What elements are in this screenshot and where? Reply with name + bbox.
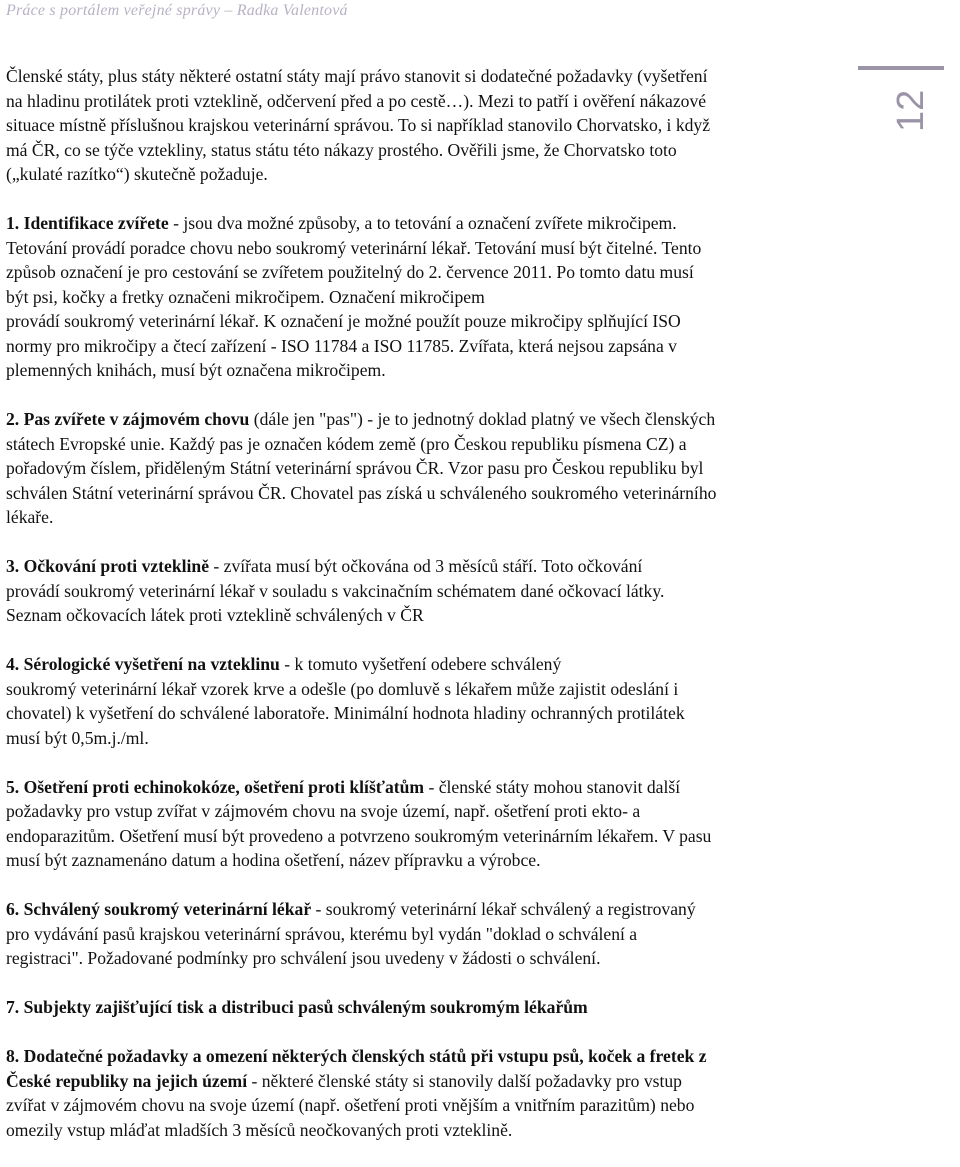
section-text-line: chovatel) k vyšetření do schválené laboratoře. Minimální hodnota hladiny ochranných protilátek <box>6 703 685 723</box>
section-number: 7. <box>6 997 20 1017</box>
section-text-line: provádí soukromý veterinární lékař. K označení je možné použít pouze mikročipy splňující ISO <box>6 311 681 331</box>
section-number: 2. <box>6 409 20 429</box>
intro-line: Členské státy, plus státy některé ostatní státy mají právo stanovit si dodatečné požadavky (vyšetření <box>6 66 708 86</box>
section-7 <box>6 995 854 1020</box>
section-2 <box>6 407 854 530</box>
section-text-line: zvířat v zájmovém chovu na svoje území (např. ošetření proti vnějším a vnitřním parazitům) nebo <box>6 1095 695 1115</box>
document-body <box>6 64 854 1167</box>
section-number: 4. <box>6 654 20 674</box>
page-number <box>858 66 944 152</box>
section-text-line: soukromý veterinární lékař vzorek krve a odešle (po domluvě s lékařem může zajistit odeslání i <box>6 678 679 699</box>
section-text-line: normy pro mikročipy a čtecí zařízení - ISO 11784 a ISO 11785. Zvířata, která nejsou zapsána v <box>6 335 677 356</box>
section-text-line: omezily vstup mláďat mladších 3 měsíců neočkovaných proti vzteklině. <box>6 1119 513 1140</box>
intro-line: situace místně příslušnou krajskou veterinární správou. To si například stanovilo Chorvatsko, i když <box>6 115 711 135</box>
section-first-line <box>6 407 854 432</box>
section-text-line: Seznam očkovacích látek proti vzteklině schválených v ČR <box>6 605 424 625</box>
section-text: - některé členské státy si stanovily další požadavky pro vstup <box>247 1070 682 1091</box>
section-text-line: lékaře. <box>6 507 54 527</box>
section-title: Subjekty zajišťující tisk a distribuci pasů schváleným soukromým lékařům <box>23 997 588 1017</box>
intro-line: na hladinu protilátek proti vzteklině, odčervení před a po cestě…). Mezi to patří i ověření nákazové <box>6 90 707 111</box>
section-title: Schválený soukromý veterinární lékař <box>23 899 312 919</box>
section-first-line <box>6 554 854 579</box>
intro-line: („kulaté razítko“) skutečně požaduje. <box>6 164 268 184</box>
section-text-line: schválen Státní veterinární správou ČR. Chovatel pas získá u schváleného soukromého veterinárního <box>6 482 717 503</box>
section-1 <box>6 211 854 383</box>
section-4 <box>6 652 854 750</box>
section-number: 1. <box>6 213 20 233</box>
running-header: Práce s portálem veřejné správy – Radka Valentová <box>6 2 348 19</box>
section-8 <box>6 1044 854 1142</box>
section-title: Identifikace zvířete <box>23 213 169 233</box>
section-text: - členské státy mohou stanovit další <box>424 776 681 797</box>
section-text: - k tomuto vyšetření odebere schválený <box>279 654 562 674</box>
section-text-line: endoparazitům. Ošetření musí být provedeno a potvrzeno soukromým veterinárním lékařem. V pasu <box>6 825 712 846</box>
section-title: Pas zvířete v zájmovém chovu <box>23 409 250 429</box>
section-first-line <box>6 652 854 677</box>
section-title-continued: České republiky na jejich území <box>6 1070 248 1091</box>
section-number: 3. <box>6 556 20 576</box>
section-title: Sérologické vyšetření na vzteklinu <box>23 654 280 674</box>
section-3 <box>6 554 854 628</box>
section-text-line: musí být 0,5m.j./ml. <box>6 727 149 748</box>
section-5 <box>6 775 854 873</box>
section-text-line: požadavky pro vstup zvířat v zájmovém chovu na svoje území, např. ošetření proti ekto- a <box>6 801 641 821</box>
intro-line: má ČR, co se týče vztekliny, status státu této nákazy prostého. Ověřili jsme, že Chorvatsko toto <box>6 139 677 160</box>
section-text-line: registraci". Požadované podmínky pro schválení jsou uvedeny v žádosti o schválení. <box>6 948 601 968</box>
section-number: 5. <box>6 776 20 797</box>
section-first-line <box>6 897 854 922</box>
numbered-sections <box>6 211 854 1142</box>
section-text-line: plemenných knihách, musí být označena mikročipem. <box>6 360 386 380</box>
section-number: 6. <box>6 899 20 919</box>
section-text-line: způsob označení je pro cestování se zvířetem použitelný do 2. července 2011. Po tomto datu musí <box>6 262 694 282</box>
section-number: 8. <box>6 1046 20 1066</box>
section-text: (dále jen "pas") - je to jednotný doklad platný ve všech členských <box>249 409 716 429</box>
section-text-line: pro vydávání pasů krajskou veterinární správou, kterému byl vydán "doklad o schválení a <box>6 923 638 944</box>
section-first-line <box>6 995 854 1020</box>
section-text-line: státech Evropské unie. Každý pas je označen kódem země (pro Českou republiku písmena CZ) a <box>6 433 687 454</box>
section-text-line: být psi, kočky a fretky označeni mikročipem. Označení mikročipem <box>6 286 485 307</box>
intro-paragraph <box>6 64 854 187</box>
section-title: Očkování proti vzteklině <box>23 556 209 576</box>
section-text-line: pořadovým číslem, přiděleným Státní veterinární správou ČR. Vzor pasu pro Českou republiku byl <box>6 458 704 478</box>
section-6 <box>6 897 854 971</box>
section-title: Ošetření proti echinokokóze, ošetření proti klíšťatům <box>23 776 425 797</box>
section-first-line <box>6 211 854 236</box>
section-text-line: provádí soukromý veterinární lékař v souladu s vakcinačním schématem dané očkovací látky. <box>6 580 665 601</box>
page-number-text: 12 <box>890 89 932 132</box>
section-first-line <box>6 775 854 800</box>
section-text: - jsou dva možné způsoby, a to tetování a označení zvířete mikročipem. <box>168 213 677 233</box>
section-second-line <box>6 1069 854 1094</box>
section-text-line: Tetování provádí poradce chovu nebo soukromý veterinární lékař. Tetování musí být čitelné. Tento <box>6 237 702 258</box>
section-text: - zvířata musí být očkována od 3 měsíců stáří. Toto očkování <box>209 556 643 576</box>
section-text: - soukromý veterinární lékař schválený a registrovaný <box>311 899 696 919</box>
section-title: Dodatečné požadavky a omezení některých členských států při vstupu psů, koček a fretek z <box>23 1046 707 1066</box>
section-first-line <box>6 1044 854 1069</box>
section-text-line: musí být zaznamenáno datum a hodina ošetření, název přípravku a výrobce. <box>6 850 541 870</box>
